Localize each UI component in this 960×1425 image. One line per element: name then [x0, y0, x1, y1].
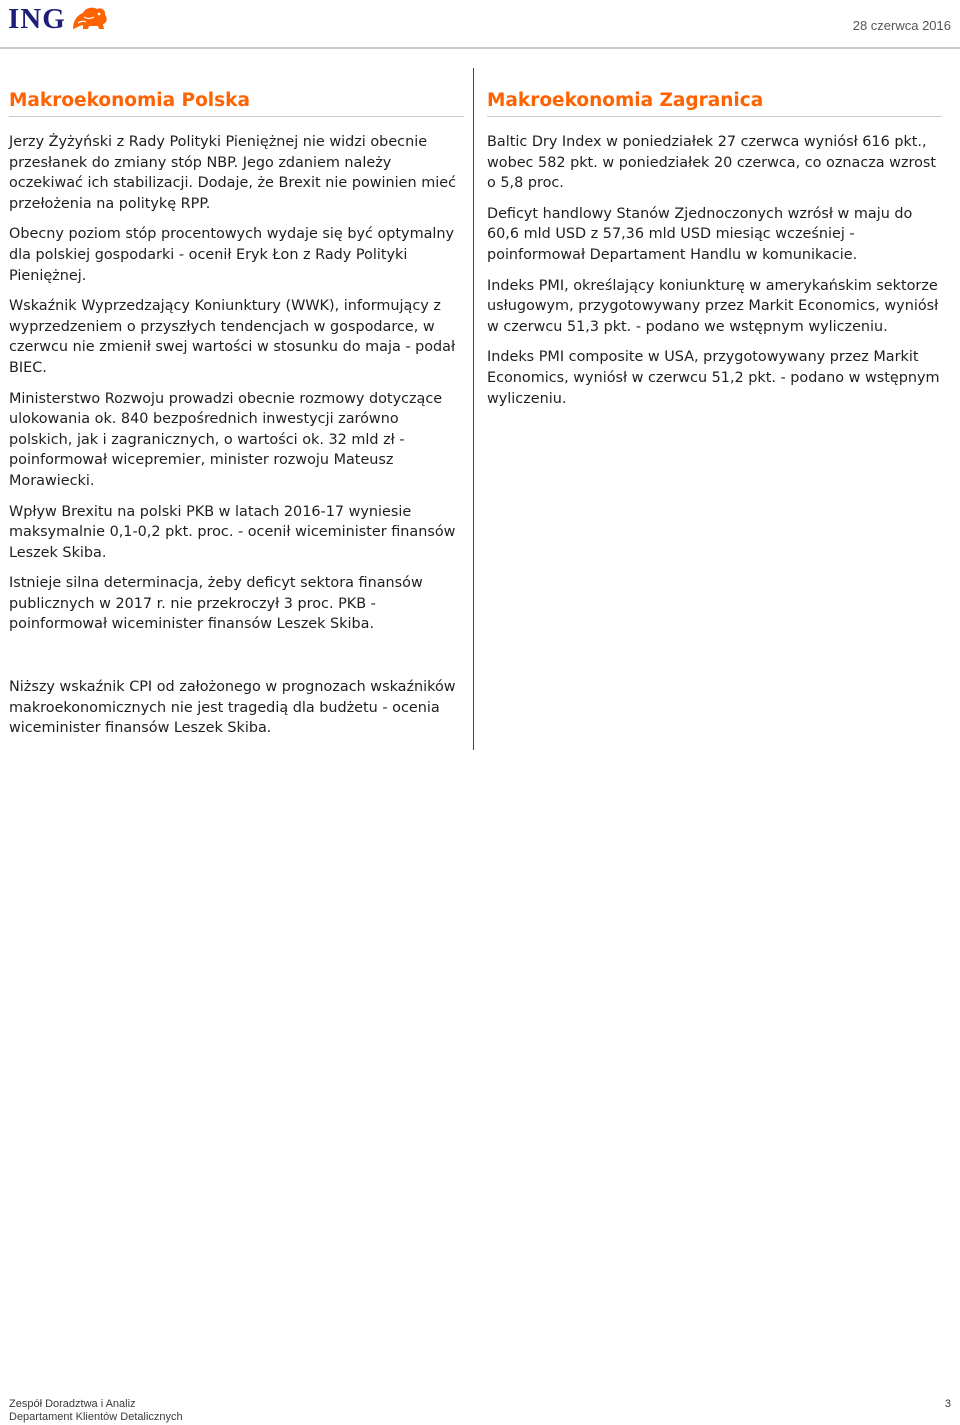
paragraph-list-zagranica	[487, 132, 942, 409]
logo-text: ING	[8, 3, 66, 35]
news-paragraph: Wpływ Brexitu na polski PKB w latach 2016-17 wyniesie maksymalnie 0,1-0,2 pkt. proc. - ocenił wiceminister finansów Leszek Skiba.	[9, 503, 456, 561]
news-paragraph: Jerzy Żyżyński z Rady Polityki Pieniężnej nie widzi obecnie przesłanek do zmiany stóp NBP. Jego zdaniem należy oczekiwać ich stabilizacji. Dodaje, że Brexit nie powinien mieć przełożenia na politykę RPP.	[9, 134, 456, 212]
news-paragraph: Indeks PMI, określający koniunkturę w amerykańskim sektorze usługowym, przygotowywany przez Markit Economics, wyniósł w czerwcu 51,3 pkt. - podano we wstępnym wyliczeniu.	[487, 277, 939, 335]
page-number: 3	[944, 1398, 951, 1410]
news-paragraph: Ministerstwo Rozwoju prowadzi obecnie rozmowy dotyczące ulokowania ok. 840 bezpośrednich inwestycji zarówno polskich, jak i zagranicznych, o wartości ok. 32 mld zł - poinformował wicepremier, minister rozwoju Mateusz Morawiecki.	[9, 390, 443, 489]
column-divider	[473, 68, 474, 750]
section-title-polska: Makroekonomia Polska	[9, 88, 464, 117]
section-makro-zagranica	[487, 88, 942, 419]
news-paragraph: Niższy wskaźnik CPI od założonego w prognozach wskaźników makroekonomicznych nie jest tragedią dla budżetu - ocenia wiceminister finansów Leszek Skiba.	[9, 679, 456, 737]
news-paragraph: Baltic Dry Index w poniedziałek 27 czerwca wyniósł 616 pkt., wobec 582 pkt. w poniedziałek 20 czerwca, co oznacza wzrost o 5,8 proc.	[487, 134, 937, 192]
news-paragraph: Wskaźnik Wyprzedzający Koniunktury (WWK), informujący z wyprzedzeniem o przyszłych tendencjach w gospodarce, w czerwcu nie zmienił swej wartości w stosunku do maja - podał BIEC.	[9, 298, 456, 376]
news-paragraph: Obecny poziom stóp procentowych wydaje się być optymalny dla polskiej gospodarki - ocenił Eryk Łon z Rady Polityki Pieniężnej.	[9, 226, 455, 284]
section-title-zagranica: Makroekonomia Zagranica	[487, 88, 942, 117]
report-date: 28 czerwca 2016	[852, 18, 951, 33]
paragraph-list-polska	[9, 132, 464, 635]
footer-department	[9, 1398, 183, 1423]
section-makro-polska	[9, 88, 464, 645]
news-paragraph: Deficyt handlowy Stanów Zjednoczonych wzrósł w maju do 60,6 mld USD z 57,36 mld USD miesiąc wcześniej - poinformował Departament Handlu w komunikacie.	[487, 205, 913, 263]
ing-logo	[8, 4, 110, 34]
news-paragraph: Indeks PMI composite w USA, przygotowywany przez Markit Economics, wyniósł w czerwcu 51,2 pkt. - podano w wstępnym wyliczeniu.	[487, 349, 940, 407]
footer-department-name: Departament Klientów Detalicznych	[9, 1410, 183, 1423]
news-paragraph: Istnieje silna determinacja, żeby deficyt sektora finansów publicznych w 2017 r. nie przekroczył 3 proc. PKB - poinformował wiceminister finansów Leszek Skiba.	[9, 575, 423, 633]
footer-team: Zespół Doradztwa i Analiz	[9, 1398, 136, 1410]
lion-icon	[70, 5, 110, 33]
header-divider	[0, 47, 960, 49]
